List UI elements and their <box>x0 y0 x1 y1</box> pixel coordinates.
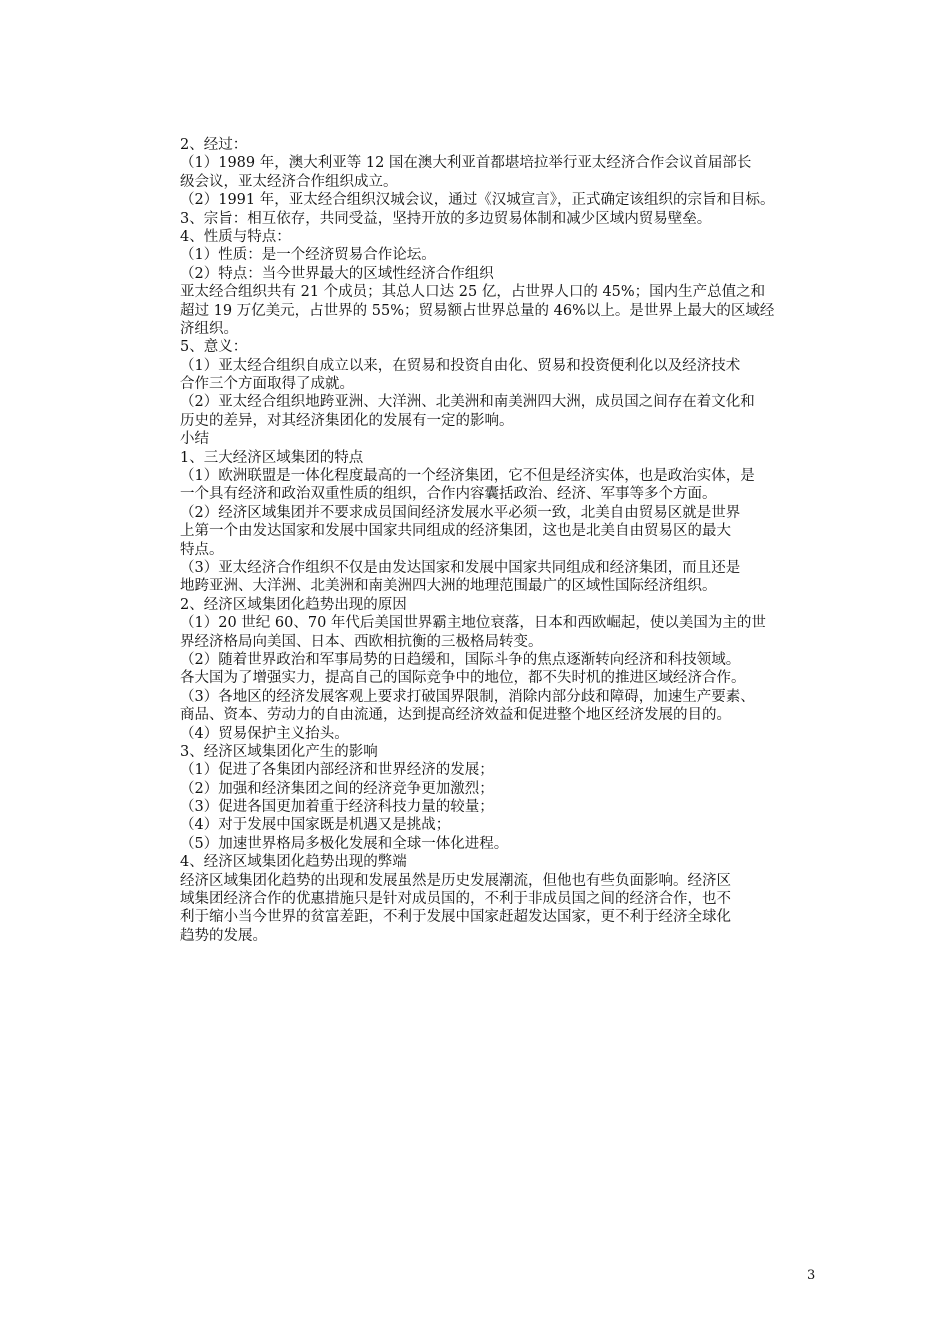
text-line: （1）欧洲联盟是一体化程度最高的一个经济集团，它不但是经济实体，也是政治实体，是 <box>180 468 755 485</box>
text-line: 济组织。 <box>180 320 238 337</box>
text-line: 合作三个方面取得了成就。 <box>180 376 354 393</box>
text-line: 1、三大经济区域集团的特点 <box>180 449 364 466</box>
text-line: 利于缩小当今世界的贫富差距，不利于发展中国家赶超发达国家，更不利于经济全球化 <box>180 909 731 926</box>
text-line: 上第一个由发达国家和发展中国家共同组成的经济集团，这也是北美自由贸易区的最大 <box>180 523 731 540</box>
text-line: （1）性质：是一个经济贸易合作论坛。 <box>180 247 436 264</box>
text-line: （3）各地区的经济发展客观上要求打破国界限制，消除内部分歧和障碍，加速生产要素、 <box>180 688 755 705</box>
document-body <box>180 136 820 945</box>
text-line: 一个具有经济和政治双重性质的组织，合作内容囊括政治、经济、军事等多个方面。 <box>180 486 717 503</box>
text-line: （5）加速世界格局多极化发展和全球一体化进程。 <box>180 835 509 852</box>
text-line: 域集团经济合作的优惠措施只是针对成员国的，不利于非成员国之间的经济合作，也不 <box>180 891 731 908</box>
text-line: 4、经济区域集团化趋势出现的弊端 <box>180 854 407 871</box>
text-line: 5、意义： <box>180 339 248 356</box>
text-line: （2）亚太经合组织地跨亚洲、大洋洲、北美洲和南美洲四大洲，成员国之间存在着文化和 <box>180 394 755 411</box>
text-line: 2、经过： <box>180 137 248 153</box>
text-line: （1）1989 年，澳大利亚等 12 国在澳大利亚首都堪培拉举行亚太经济合作会议首届部长 <box>180 155 752 172</box>
text-line: 特点。 <box>180 541 224 558</box>
text-line: 各大国为了增强实力，提高自己的国际竞争中的地位，都不失时机的推进区域经济合作。 <box>180 670 746 687</box>
text-line: （1）20 世纪 60、70 年代后美国世界霸主地位衰落，日本和西欧崛起，使以美国为主的世 <box>180 615 766 632</box>
text-line: 级会议，亚太经济合作组织成立。 <box>180 173 398 190</box>
text-line: 经济区域集团化趋势的出现和发展虽然是历史发展潮流，但他也有些负面影响。经济区 <box>180 872 731 889</box>
text-line: 超过 19 万亿美元，占世界的 55%；贸易额占世界总量的 46%以上。是世界上最大的区域经 <box>180 302 775 319</box>
text-line: （3）亚太经济合作组织不仅是由发达国家和发展中国家共同组成和经济集团，而且还是 <box>180 559 741 576</box>
text-line: （4）对于发展中国家既是机遇又是挑战； <box>180 817 451 834</box>
text-line: （1）促进了各集团内部经济和世界经济的发展； <box>180 762 494 779</box>
page-number: 3 <box>807 1268 816 1283</box>
text-line: 2、经济区域集团化趋势出现的原因 <box>180 596 407 613</box>
text-line: （2）特点：当今世界最大的区域性经济合作组织 <box>180 265 494 282</box>
text-line: 历史的差异，对其经济集团化的发展有一定的影响。 <box>180 412 514 429</box>
text-line: 亚太经合组织共有 21 个成员；其总人口达 25 亿，占世界人口的 45%；国内生产总值之和 <box>180 284 766 301</box>
text-line: （3）促进各国更加着重于经济科技力量的较量； <box>180 799 494 816</box>
text-line: 3、经济区域集团化产生的影响 <box>180 743 378 760</box>
text-line: 3、宗旨：相互依存，共同受益，坚持开放的多边贸易体制和减少区域内贸易壁垒。 <box>180 210 712 227</box>
text-line: （1）亚太经合组织自成立以来，在贸易和投资自由化、贸易和投资便利化以及经济技术 <box>180 357 741 374</box>
text-line: 商品、资本、劳动力的自由流通，达到提高经济效益和促进整个地区经济发展的目的。 <box>180 707 731 724</box>
text-line: （2）加强和经济集团之间的经济竞争更加激烈； <box>180 780 494 797</box>
text-line: 趋势的发展。 <box>180 927 267 944</box>
text-line: 4、性质与特点： <box>180 228 291 245</box>
text-line: （2）随着世界政治和军事局势的日趋缓和，国际斗争的焦点逐渐转向经济和科技领域。 <box>180 651 741 668</box>
text-line: （4）贸易保护主义抬头。 <box>180 725 349 742</box>
text-line: （2）1991 年，亚太经合组织汉城会议，通过《汉城宣言》，正式确定该组织的宗旨和目标。 <box>180 192 775 209</box>
text-line: 地跨亚洲、大洋洲、北美洲和南美洲四大洲的地理范围最广的区域性国际经济组织。 <box>180 578 717 595</box>
text-line: 小结 <box>180 431 209 448</box>
text-line: （2）经济区域集团并不要求成员国间经济发展水平必须一致，北美自由贸易区就是世界 <box>180 504 741 521</box>
text-line: 界经济格局向美国、日本、西欧相抗衡的三极格局转变。 <box>180 633 543 650</box>
